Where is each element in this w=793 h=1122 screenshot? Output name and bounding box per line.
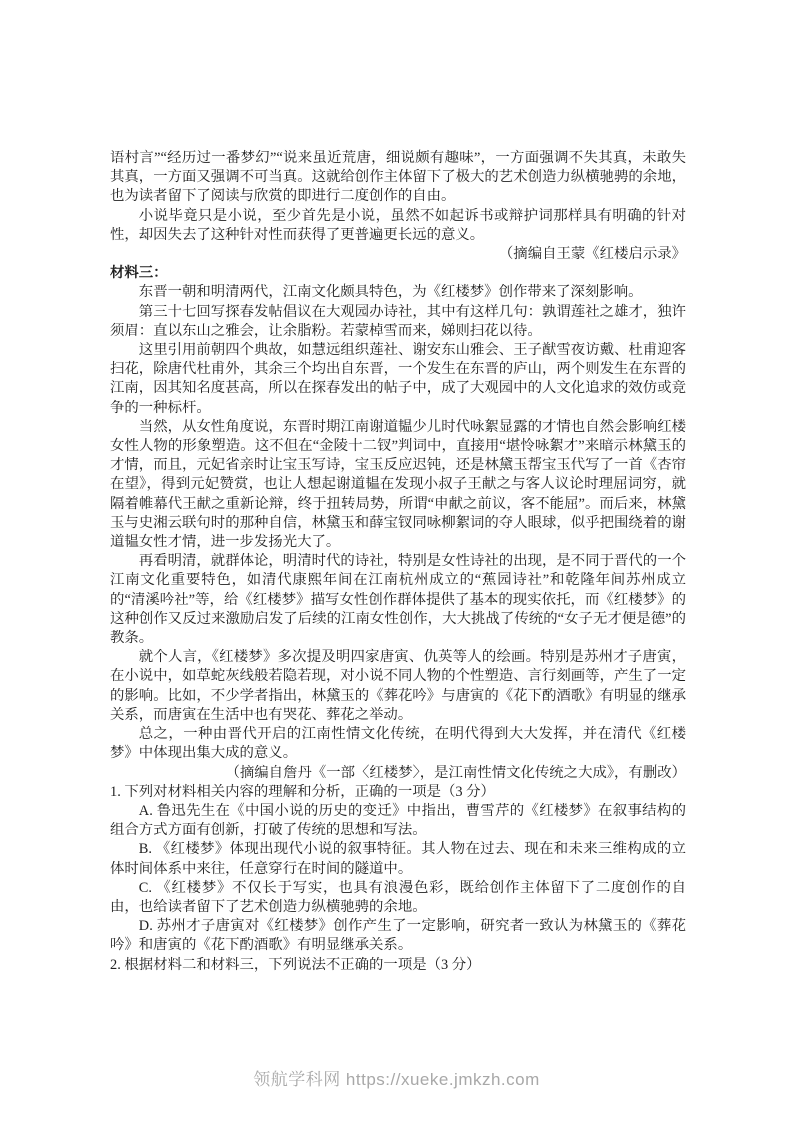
material-three-heading: 材料三： bbox=[110, 265, 168, 282]
question-1-option-b: B. 《红楼梦》体现出现代小说的叙事特征。其人物在过去、现在和未来三维构成的立体时间体系中来往，任意穿行在时间的隧道中。 bbox=[110, 841, 686, 877]
material-three-paragraph-6: 就个人言，《红楼梦》多次提及明四家唐寅、仇英等人的绘画。特别是苏州才子唐寅，在小说中，如草蛇灰线般若隐若现，对小说不同人物的个性塑造、言行刻画等，产生了一定的影响。比如，不少学者指出，林黛玉的《葬花吟》与唐寅的《花下酌酒歌》有明显的继承关系，而唐寅在生活中也有哭花、葬花之举动。 bbox=[110, 649, 686, 723]
material-two-closing-paragraph: 小说毕竟只是小说，至少首先是小说，虽然不如起诉书或辩护词那样具有明确的针对性，却因失去了这种针对性而获得了更普遍更长远的意义。 bbox=[110, 207, 686, 243]
material-two-attribution: （摘编自王蒙《红楼启示录》 bbox=[498, 246, 686, 263]
material-three-paragraph-5: 再看明清，就群体论，明清时代的诗社，特别是女性诗社的出现，是不同于晋代的一个江南文化重要特色，如清代康熙年间在江南杭州成立的“蕉园诗社”和乾隆年间苏州成立的“清溪吟社”等，给《红楼梦》描写女性创作群体提供了基本的现实依托，而《红楼梦》的这种创作又反过来激励启发了后续的江南女性创作，大大挑战了传统的“女子无才便是德”的教条。 bbox=[110, 553, 686, 647]
material-three-paragraph-4: 当然，从女性角度说，东晋时期江南谢道韫少儿时代咏絮显露的才情也自然会影响红楼女性人物的形象塑造。这不但在“金陵十二钗”判词中，直接用“堪怜咏絮才”来暗示林黛玉的才情，而且，元妃省亲时让宝玉写诗，宝玉反应迟钝，还是林黛玉帮宝玉代写了一首《杏帘在望》，得到元妃赞赏，也让人想起谢道韫在发现小叔子王献之与客人议论时理屈词穷，就隔着帷幕代王献之重新论辩，终于扭转局势，所谓“申献之前议，客不能屈”。而后来，林黛玉与史湘云联句时的那种自信，林黛玉和薛宝钗同咏柳絮词的夺人眼球，似乎把围绕着的谢道韫女性才情，进一步发扬光大了。 bbox=[110, 418, 686, 551]
material-two-continuation-paragraph: 语村言”“经历过一番梦幻”“说来虽近荒唐，细说颇有趣味”，一方面强调不失其真，未敢失其真，一方面又强调不可当真。这就给创作主体留下了极大的艺术创造力纵横驰骋的余地，也为读者留下了阅读与欣赏的即进行二度创作的自由。 bbox=[110, 150, 686, 205]
material-three-paragraph-3: 这里引用前朝四个典故，如慧远组织莲社、谢安东山雅会、王子猷雪夜访戴、杜甫迎客扫花，除唐代杜甫外，其余三个均出自东晋，一个发生在东晋的庐山，两个则发生在东晋的江南，因其知名度甚高，所以在探春发出的帖子中，成了大观园中的人文化追求的效仿或竞争的一种标杆。 bbox=[110, 342, 686, 416]
document-body bbox=[110, 149, 686, 975]
question-2-stem: 2. 根据材料二和材料三，下列说法不正确的一项是（3 分） bbox=[110, 956, 481, 973]
material-three-paragraph-2: 第三十七回写探春发帖倡议在大观园办诗社，其中有这样几句：孰谓莲社之雄才，独许须眉：直以东山之雅会，让余脂粉。若蒙棹雪而来，娣则扫花以待。 bbox=[110, 303, 686, 339]
material-three-paragraph-1: 东晋一朝和明清两代，江南文化颇具特色，为《红楼梦》创作带来了深刻影响。 bbox=[138, 284, 643, 301]
question-1-option-c: C. 《红楼梦》不仅长于写实，也具有浪漫色彩，既给创作主体留下了二度创作的自由，也给读者留下了艺术创造力纵横驰骋的余地。 bbox=[110, 879, 686, 915]
question-1-option-a: A. 鲁迅先生在《中国小说的历史的变迁》中指出，曹雪芹的《红楼梦》在叙事结构的组合方式方面有创新，打破了传统的思想和写法。 bbox=[110, 802, 686, 839]
question-1-option-d: D. 苏州才子唐寅对《红楼梦》创作产生了一定影响，研究者一致认为林黛玉的《葬花吟》和唐寅的《花下酌酒歌》有明显继承关系。 bbox=[110, 918, 686, 954]
site-watermark: 领航学科网 https://xueke.jmkzh.com bbox=[253, 1070, 540, 1089]
question-1-stem: 1. 下列对材料相关内容的理解和分析，正确的一项是（3 分） bbox=[110, 783, 495, 800]
material-three-attribution: （摘编自詹丹《一部〈红楼梦〉，是江南性情文化传统之大成》，有删改） bbox=[225, 764, 686, 781]
material-three-paragraph-7: 总之，一种由晋代开启的江南性情文化传统，在明代得到大大发挥，并在清代《红楼梦》中体现出集大成的意义。 bbox=[110, 726, 686, 762]
